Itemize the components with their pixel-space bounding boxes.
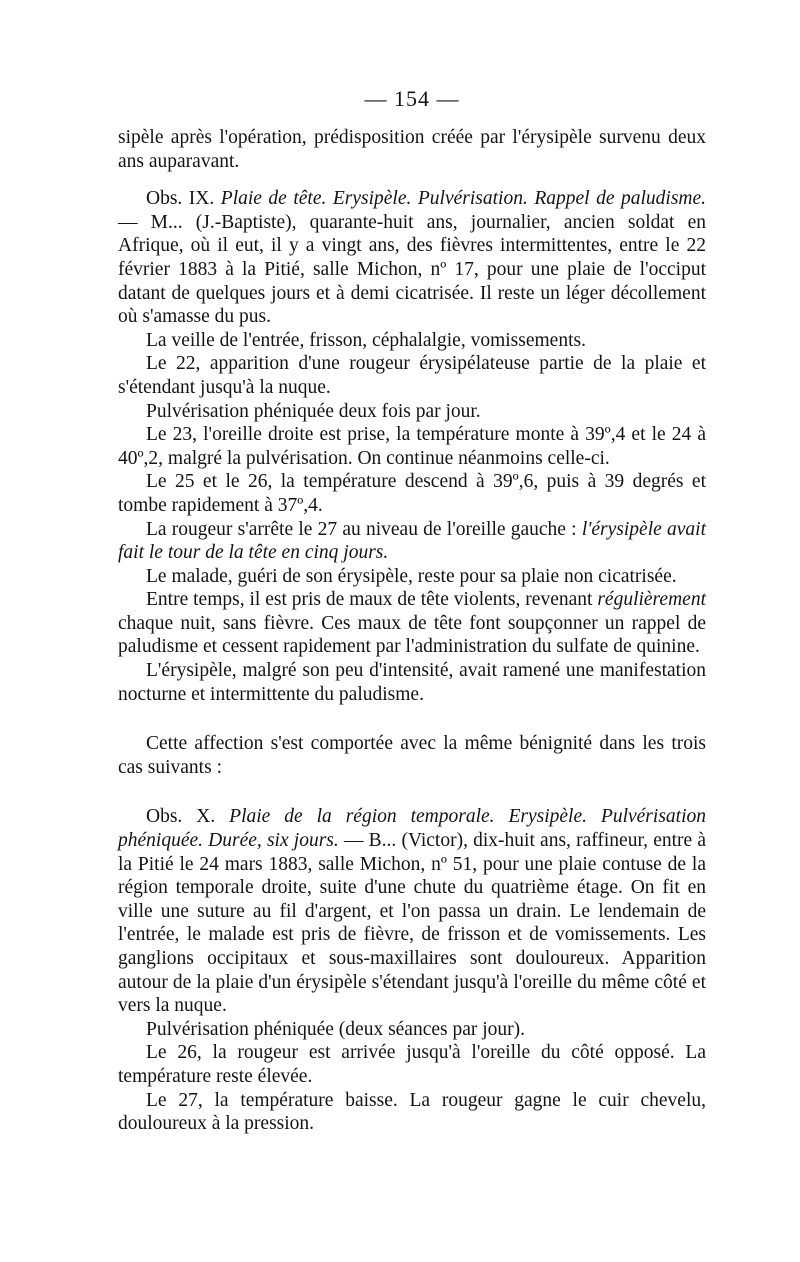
paragraph: Pulvérisation phéniquée deux fois par jour. bbox=[146, 400, 481, 422]
paragraph: Le 27, la température baisse. La rougeur gagne le cuir chevelu, douloureux à la pression. bbox=[118, 1089, 706, 1135]
obs-ix-body: — M... (J.-Baptiste), quarante-huit ans, journalier, ancien soldat en Afrique, où il eut, il y a vingt ans, des fièvres intermittentes, entre le 22 février 1883 à la Pitié, salle Michon, nº 17, pour une plaie de l'occiput datant de quelques jours et à demi cicatrisée. Il reste un léger décollement où s'amasse du pus. bbox=[118, 211, 706, 328]
text-run: La rougeur s'arrête le 27 au niveau de l'oreille gauche : bbox=[146, 518, 582, 540]
paragraph: Le 26, la rougeur est arrivée jusqu'à l'oreille du côté opposé. La température reste élevée. bbox=[118, 1042, 706, 1087]
paragraph: Le 22, apparition d'une rougeur érysipélateuse partie de la plaie et s'étendant jusqu'à la nuque. bbox=[118, 353, 706, 398]
paragraph: L'érysipèle, malgré son peu d'intensité, avait ramené une manifestation nocturne et intermittente du paludisme. bbox=[118, 660, 706, 705]
emphasis-run: l'érysipèle avait fait le tour de la tête en cinq jours. bbox=[118, 518, 706, 564]
text-run: Entre temps, il est pris de maux de tête violents, revenant bbox=[146, 589, 598, 611]
emphasis-run: régulièrement bbox=[597, 589, 706, 611]
obs-ix-title: Plaie de tête. Erysipèle. Pulvérisation. Rappel de paludisme. bbox=[220, 188, 707, 210]
paragraph bbox=[118, 518, 706, 565]
paragraph bbox=[118, 588, 706, 659]
obs-x-title: Plaie de la région temporale. Erysipèle. Pulvérisation phéniquée. Durée, six jours. bbox=[118, 806, 706, 852]
paragraph: Le 25 et le 26, la température descend à 39º,6, puis à 39 degrés et tombe rapidement à 37º,4. bbox=[118, 471, 706, 516]
obs-x-label: Obs. X. bbox=[146, 806, 216, 828]
paragraph: Le malade, guéri de son érysipèle, reste pour sa plaie non cicatrisée. bbox=[146, 565, 677, 587]
observation-ix bbox=[118, 187, 706, 329]
paragraph: Le 23, l'oreille droite est prise, la température monte à 39º,4 et le 24 à 40º,2, malgré la pulvérisation. On continue néanmoins celle-ci. bbox=[118, 424, 706, 469]
page-number: — 154 — bbox=[364, 86, 460, 111]
obs-ix-label: Obs. IX. bbox=[146, 188, 215, 210]
paragraph-continuation: sipèle après l'opération, prédisposition créée par l'érysipèle survenu deux ans auparavant. bbox=[118, 127, 706, 172]
paragraph: La veille de l'entrée, frisson, céphalalgie, vomissements. bbox=[146, 329, 586, 351]
obs-x-body: — B... (Victor), dix-huit ans, raffineur, entre à la Pitié le 24 mars 1883, salle Michon, nº 51, pour une plaie contuse de la région temporale droite, suite d'une chute du quatrième étage. On fit en ville une suture au fil d'argent, et l'on passa un drain. Le lendemain de l'entrée, le malade est pris de fièvre, de frisson et de vomissements. Les ganglions occipitaux et sous-maxillaires sont douloureux. Apparition autour de la plaie d'un érysipèle s'étendant jusqu'à l'oreille du même côté et vers la nuque. bbox=[118, 830, 707, 1017]
paragraph: Cette affection s'est comportée avec la même bénignité dans les trois cas suivants : bbox=[118, 733, 706, 778]
paragraph: Pulvérisation phéniquée (deux séances par jour). bbox=[146, 1018, 526, 1040]
observation-x bbox=[118, 805, 706, 1017]
text-run: chaque nuit, sans fièvre. Ces maux de tête font soupçonner un rappel de paludisme et cessent rapidement par l'administration du sulfate de quinine. bbox=[118, 612, 706, 658]
